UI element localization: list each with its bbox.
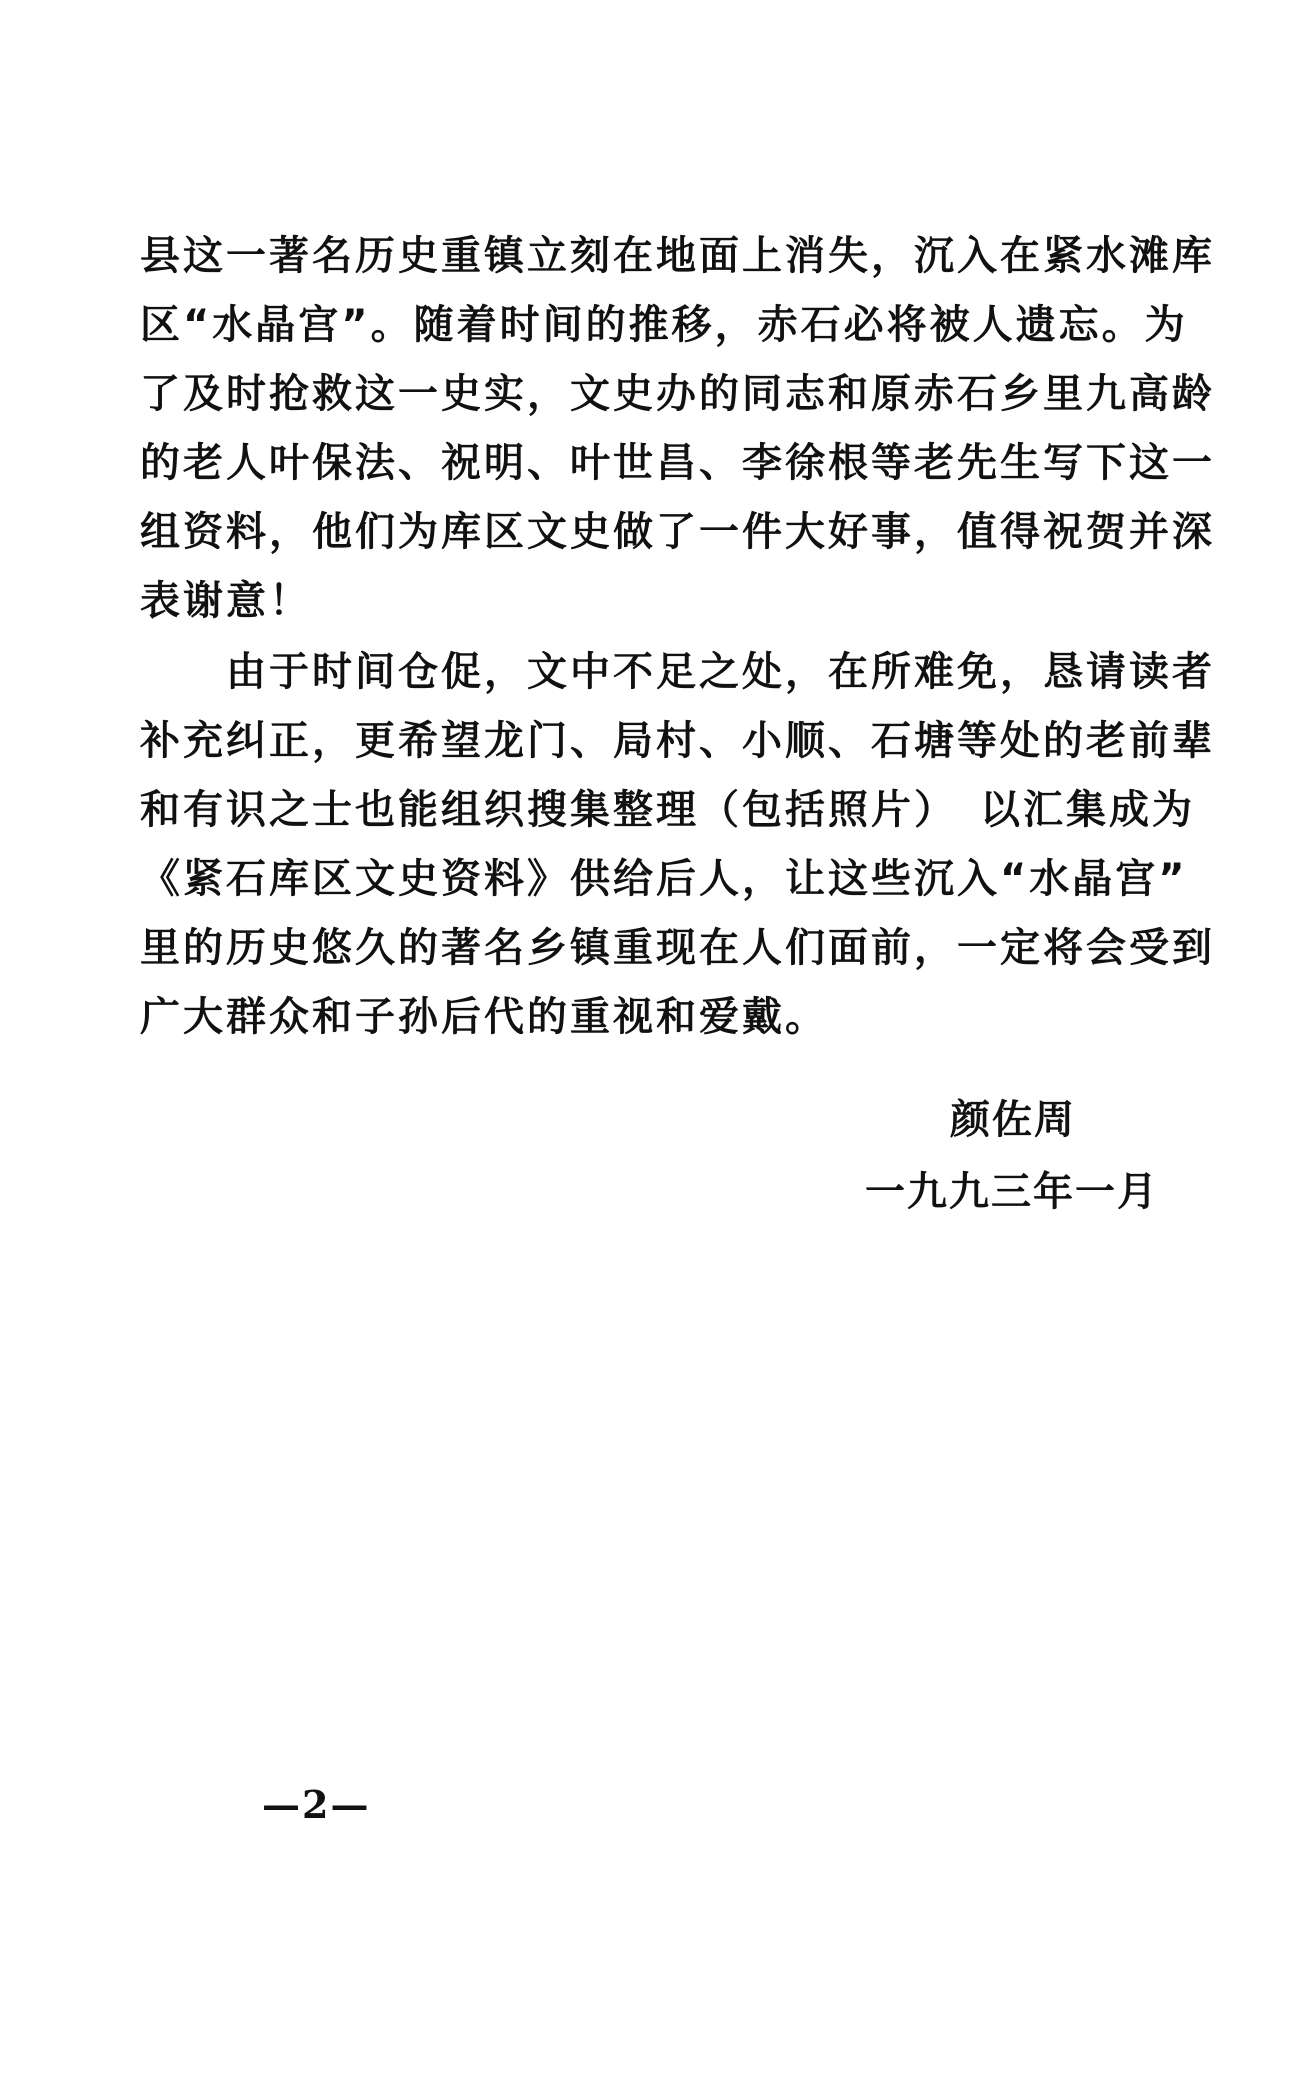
page-number: —2— [262,1782,371,1827]
text-line: 表谢意！ [140,578,312,624]
paragraph-2 [140,638,1215,1052]
body-text [140,222,1215,1052]
text-line: 县这一著名历史重镇立刻在地面上消失，沉入在紧水滩库 [140,233,1215,279]
text-line: 和有识之士也能组织搜集整理（包括照片） 以汇集成为 [140,787,1195,833]
text-line: 的老人叶保法、祝明、叶世昌、李徐根等老先生写下这一 [140,440,1215,486]
text-line: 补充纠正，更希望龙门、局村、小顺、石塘等处的老前辈 [140,718,1215,764]
text-line: 组资料，他们为库区文史做了一件大好事，值得祝贺并深 [140,509,1215,555]
text-line: 里的历史悠久的著名乡镇重现在人们面前，一定将会受到 [140,925,1215,971]
author-signature: 颜佐周 [950,1097,1076,1143]
text-line: 《紧石库区文史资料》供给后人，让这些沉入“水晶宫” [140,856,1188,902]
paragraph-1 [140,222,1215,636]
text-line: 了及时抢救这一史实，文史办的同志和原赤石乡里九高龄 [140,371,1215,417]
text-line: 由于时间仓促，文中不足之处，在所难免，恳请读者 [140,649,1215,695]
text-line: 区“水晶宫”。随着时间的推移，赤石必将被人遗忘。为 [140,302,1188,348]
signature-date: 一九九三年一月 [865,1169,1159,1215]
text-line: 广大群众和子孙后代的重视和爱戴。 [140,994,828,1040]
